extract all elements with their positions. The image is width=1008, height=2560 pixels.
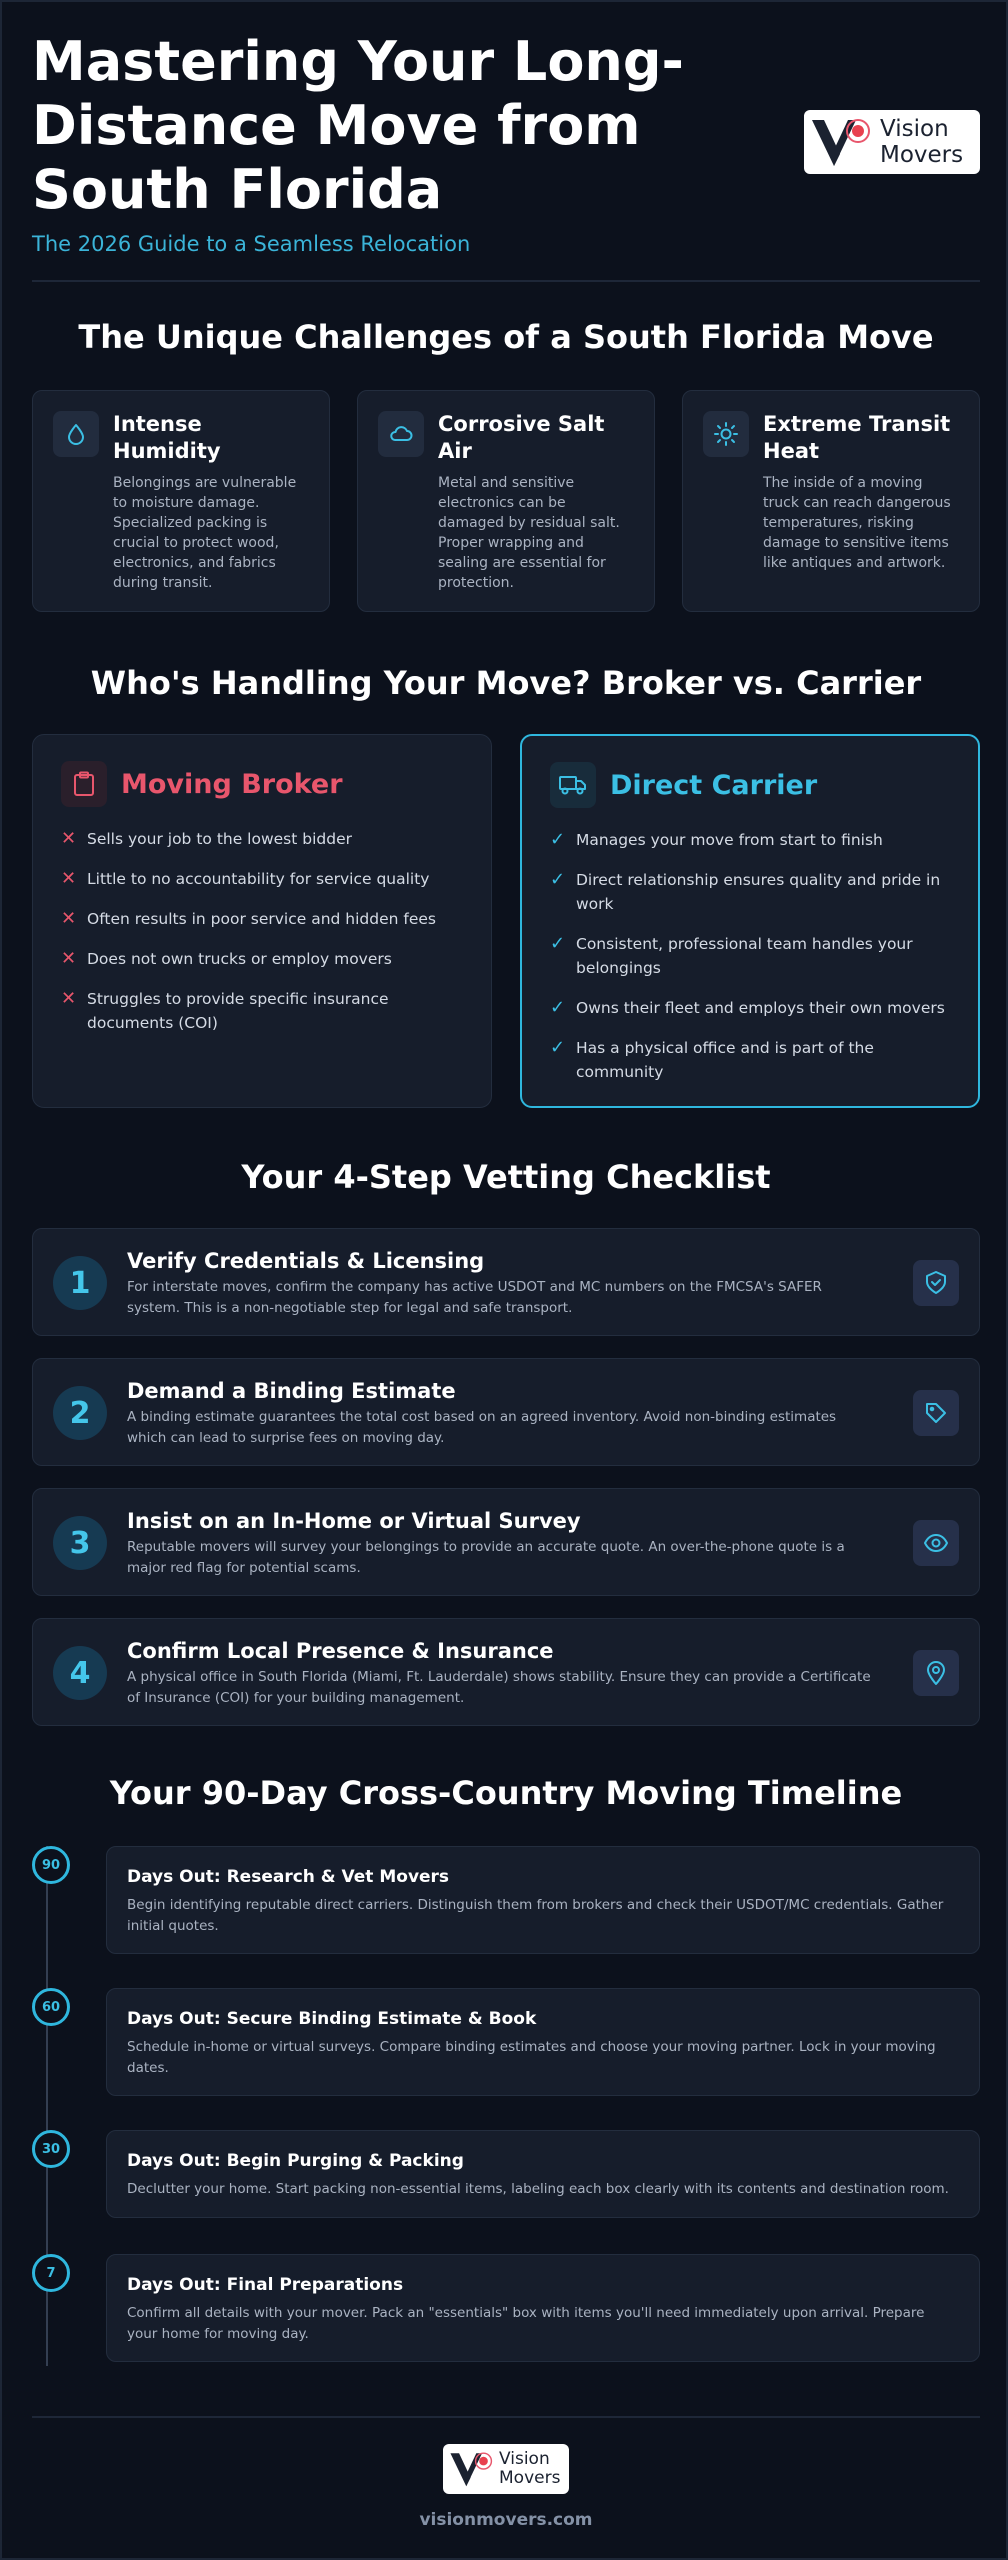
logo-text xyxy=(880,116,963,168)
checklist-title: Your 4-Step Vetting Checklist xyxy=(241,1158,771,1196)
list-item: ✕ Little to no accountability for service quality xyxy=(61,868,430,889)
timeline-card xyxy=(106,1846,980,1954)
logo-mark-icon xyxy=(810,114,874,170)
broker-list xyxy=(61,827,463,1035)
timeline-item-title: Days Out: Secure Binding Estimate & Book xyxy=(127,2009,537,2029)
logo-line-2: Movers xyxy=(880,142,964,168)
timeline-title: Your 90-Day Cross-Country Moving Timeline xyxy=(109,1774,903,1812)
challenge-text: Metal and sensitive electronics can be damaged by residual salt. Proper wrapping and sealing are essential for protection. xyxy=(438,475,620,591)
timeline-item-text: Declutter your home. Start packing non-essential items, labeling each box clearly with its contents and destination room. xyxy=(127,2181,949,2197)
step-number: 4 xyxy=(53,1646,107,1700)
logo-line-1: Vision xyxy=(499,2449,550,2469)
timeline-item-text: Schedule in-home or virtual surveys. Compare binding estimates and choose your moving partner. Lock in your moving dates. xyxy=(127,2039,936,2076)
footer-url-link[interactable]: visionmovers.com xyxy=(419,2510,593,2530)
list-item: ✕ Often results in poor service and hidden fees xyxy=(61,908,436,929)
logo-line-1: Vision xyxy=(880,116,949,142)
challenge-title: Extreme Transit Heat xyxy=(763,412,951,463)
challenge-text: The inside of a moving truck can reach dangerous temperatures, risking damage to sensitive items like antiques and artwork. xyxy=(763,475,951,571)
step-text: Reputable movers will survey your belongings to provide an accurate quote. An over-the-phone quote is a major red flag for potential scams. xyxy=(127,1539,845,1576)
shield-check-icon xyxy=(913,1260,959,1306)
timeline-marker: 30 xyxy=(32,2130,70,2168)
checklist-step xyxy=(32,1488,980,1596)
challenges-title: The Unique Challenges of a South Florida Move xyxy=(78,318,934,356)
step-text: For interstate moves, confirm the company has active USDOT and MC numbers on the FMCSA's SAFER system. This is a non-negotiable step for legal and safe transport. xyxy=(127,1279,822,1316)
check-icon: ✓ xyxy=(550,1037,566,1058)
compare-section xyxy=(32,734,980,1108)
challenge-title: Intense Humidity xyxy=(113,412,221,463)
timeline-marker: 90 xyxy=(32,1846,70,1884)
timeline-item-title: Days Out: Final Preparations xyxy=(127,2275,404,2295)
logo-mark-icon xyxy=(449,2448,495,2490)
challenge-card-heat xyxy=(682,390,980,612)
broker-title: Moving Broker xyxy=(121,768,343,800)
page-subtitle: The 2026 Guide to a Seamless Relocation xyxy=(32,232,471,256)
list-item: ✕ Struggles to provide specific insurance documents (COI) xyxy=(61,987,463,1035)
timeline-item-text: Begin identifying reputable direct carriers. Distinguish them from brokers and check their USDOT/MC credentials. Gather initial quotes. xyxy=(127,1897,944,1934)
carrier-title: Direct Carrier xyxy=(610,769,818,801)
carrier-card xyxy=(520,734,980,1108)
eye-icon xyxy=(913,1520,959,1566)
timeline-marker: 7 xyxy=(32,2254,70,2292)
x-icon: ✕ xyxy=(61,868,77,889)
cloud-icon xyxy=(378,411,424,457)
checklist-step xyxy=(32,1358,980,1466)
list-item: ✕ Sells your job to the lowest bidder xyxy=(61,828,352,849)
page-title: Mastering Your Long-Distance Move from South Florida xyxy=(32,30,684,221)
timeline-item-text: Confirm all details with your mover. Pack an "essentials" box with items you'll need immediately upon arrival. Prepare your home for moving day. xyxy=(127,2305,925,2342)
clipboard-icon xyxy=(61,761,107,807)
droplet-icon xyxy=(53,411,99,457)
tag-icon xyxy=(913,1390,959,1436)
sun-icon xyxy=(703,411,749,457)
header-divider xyxy=(32,280,980,282)
timeline-card xyxy=(106,2254,980,2362)
step-text: A physical office in South Florida (Miami, Ft. Lauderdale) shows stability. Ensure they can provide a Certificate of Insurance (COI) for your building management. xyxy=(127,1669,871,1706)
step-number: 2 xyxy=(53,1386,107,1440)
check-icon: ✓ xyxy=(550,997,566,1018)
broker-card xyxy=(32,734,492,1108)
x-icon: ✕ xyxy=(61,908,77,929)
step-title: Demand a Binding Estimate xyxy=(127,1379,456,1403)
footer-logo[interactable] xyxy=(443,2444,569,2494)
header xyxy=(32,30,980,256)
step-number: 3 xyxy=(53,1516,107,1570)
timeline-card xyxy=(106,1988,980,2096)
list-item: ✓ Manages your move from start to finish xyxy=(550,829,883,850)
list-item: ✓ Owns their fleet and employs their own movers xyxy=(550,997,945,1018)
checklist-step xyxy=(32,1618,980,1726)
x-icon: ✕ xyxy=(61,988,77,1009)
checklist-steps xyxy=(32,1228,980,1748)
logo-line-2: Movers xyxy=(499,2468,561,2488)
logo-text xyxy=(499,2450,560,2488)
timeline-marker: 60 xyxy=(32,1988,70,2026)
footer-divider xyxy=(32,2416,980,2418)
check-icon: ✓ xyxy=(550,829,566,850)
challenges-list xyxy=(32,390,980,612)
x-icon: ✕ xyxy=(61,948,77,969)
carrier-list xyxy=(550,828,950,1084)
challenge-card-humidity xyxy=(32,390,330,612)
list-item: ✓ Consistent, professional team handles your belongings xyxy=(550,932,950,980)
step-text: A binding estimate guarantees the total cost based on an agreed inventory. Avoid non-binding estimates which can lead to surprise fees on moving day. xyxy=(127,1409,837,1446)
check-icon: ✓ xyxy=(550,869,566,890)
timeline-item-title: Days Out: Begin Purging & Packing xyxy=(127,2151,464,2171)
step-number: 1 xyxy=(53,1256,107,1310)
challenge-card-salt-air xyxy=(357,390,655,612)
list-item: ✕ Does not own trucks or employ movers xyxy=(61,948,392,969)
step-title: Confirm Local Presence & Insurance xyxy=(127,1639,554,1663)
step-title: Insist on an In-Home or Virtual Survey xyxy=(127,1509,581,1533)
challenge-text: Belongings are vulnerable to moisture damage. Specialized packing is crucial to protect wood, electronics, and fabrics during transit. xyxy=(113,475,297,591)
list-item: ✓ Direct relationship ensures quality and pride in work xyxy=(550,868,950,916)
x-icon: ✕ xyxy=(61,828,77,849)
list-item: ✓ Has a physical office and is part of the community xyxy=(550,1036,950,1084)
brand-logo[interactable] xyxy=(804,110,980,174)
truck-icon xyxy=(550,762,596,808)
challenge-title: Corrosive Salt Air xyxy=(438,412,605,463)
step-title: Verify Credentials & Licensing xyxy=(127,1249,485,1273)
map-pin-icon xyxy=(913,1650,959,1696)
compare-title: Who's Handling Your Move? Broker vs. Carrier xyxy=(90,664,922,702)
timeline-item-title: Days Out: Research & Vet Movers xyxy=(127,1867,450,1887)
timeline-card xyxy=(106,2130,980,2218)
timeline xyxy=(32,1846,980,2366)
check-icon: ✓ xyxy=(550,933,566,954)
checklist-step xyxy=(32,1228,980,1336)
